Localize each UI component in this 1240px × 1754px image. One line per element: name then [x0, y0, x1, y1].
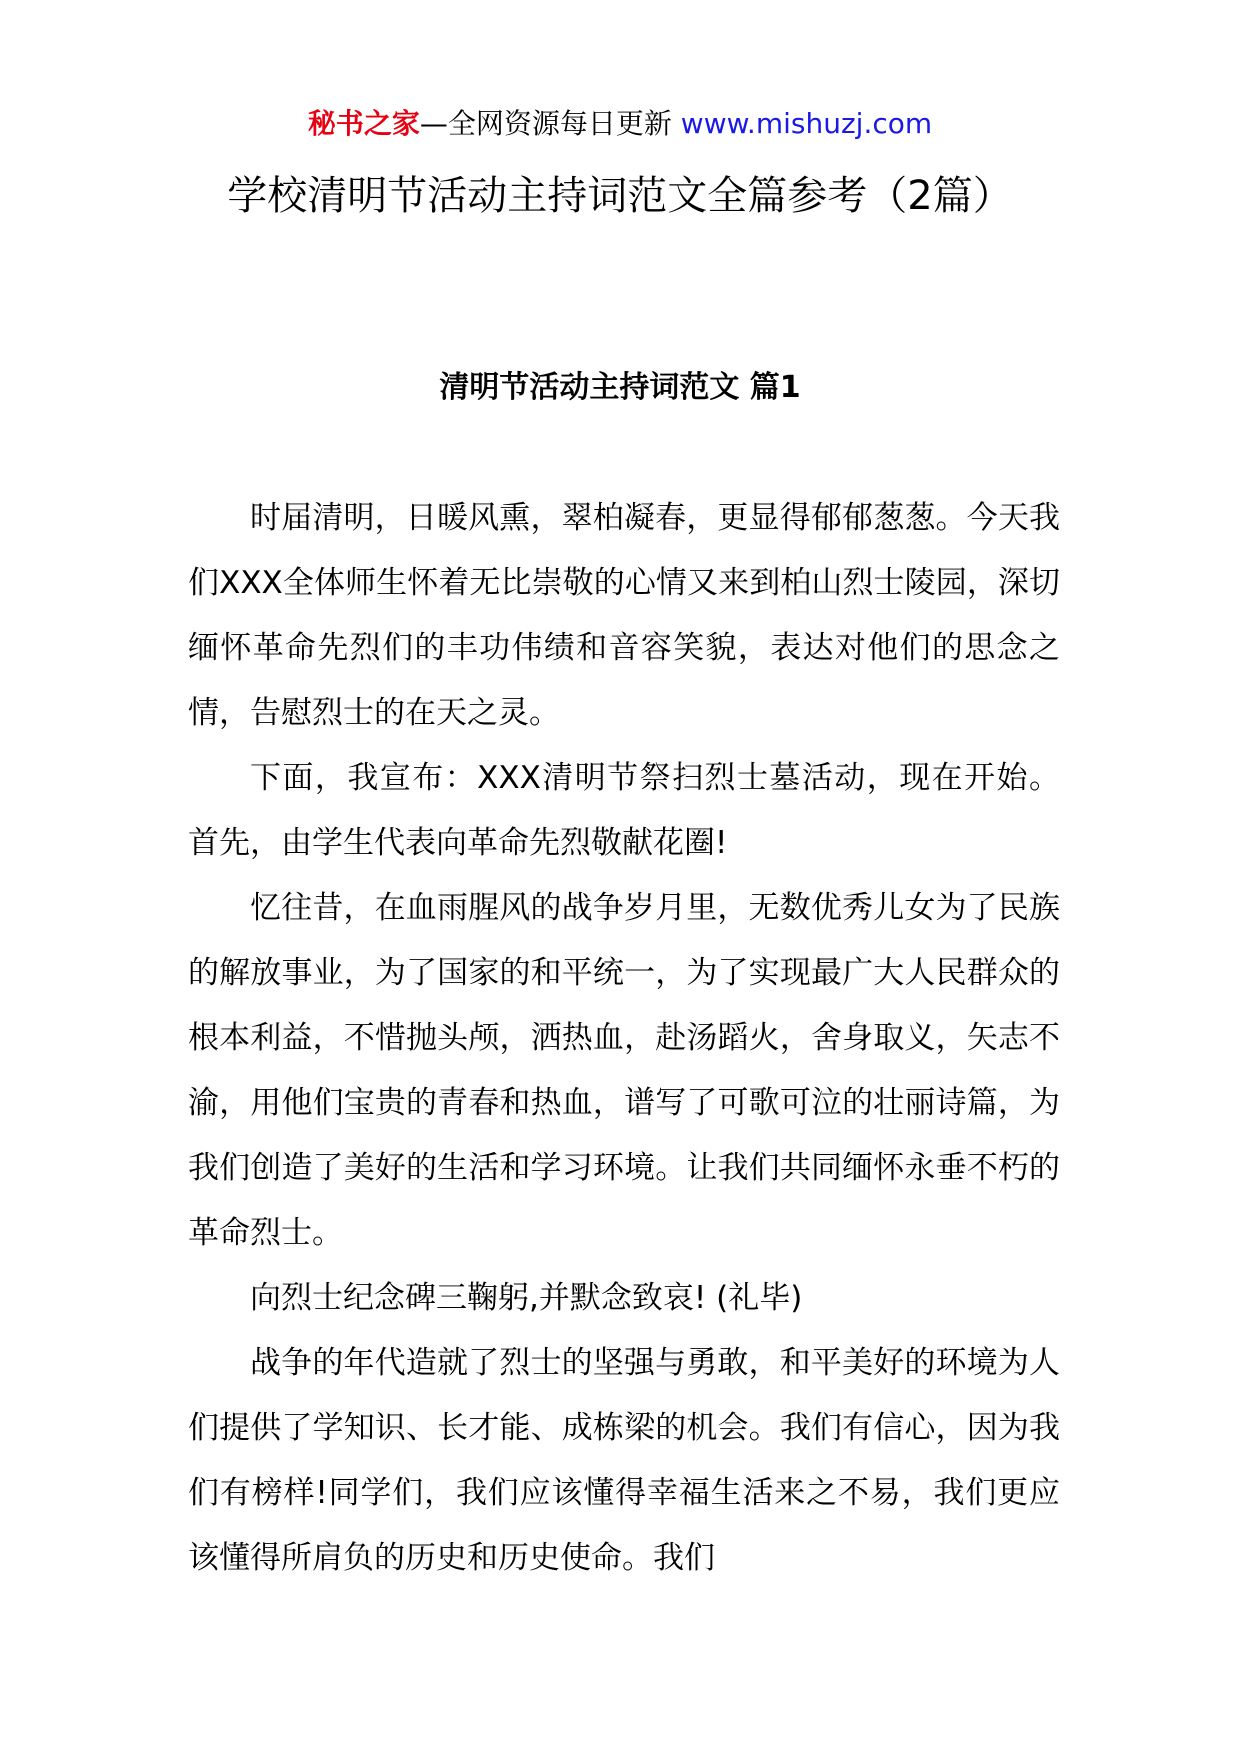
brand-name: 秘书之家 — [307, 107, 420, 140]
paragraph: 下面，我宣布：XXX清明节祭扫烈士墓活动，现在开始。 首先，由学生代表向革命先烈敬献花圈! — [188, 760, 1060, 861]
document-body — [188, 486, 1060, 1591]
paragraph: 时届清明，日暖风熏，翠柏凝春，更显得郁郁葱葱。今天我们XXX全体师生怀着无比崇敬的心情又来到柏山烈士陵园，深切缅怀革命先烈们的丰功伟绩和音容笑貌，表达对他们的思念之情，告慰烈士的在天之灵。 — [188, 500, 1060, 731]
site-url-link[interactable]: www.mishuzj.com — [680, 107, 933, 140]
paragraph: 向烈士纪念碑三鞠躬,并默念致哀! (礼毕) — [250, 1280, 803, 1316]
site-header — [0, 100, 1240, 148]
document-title: 学校清明节活动主持词范文全篇参考（2篇） — [227, 173, 1013, 219]
paragraph: 战争的年代造就了烈士的坚强与勇敢，和平美好的环境为人们提供了学知识、长才能、成栋梁的机会。我们有信心，因为我们有榜样!同学们，我们应该懂得幸福生活来之不易，我们更应该懂得所肩负的历史和历史使命。我们 — [188, 1345, 1060, 1576]
paragraph: 忆往昔，在血雨腥风的战争岁月里，无数优秀儿女为了民族的解放事业，为了国家的和平统一，为了实现最广大人民群众的根本利益，不惜抛头颅，洒热血，赴汤蹈火，舍身取义，矢志不渝，用他们宝贵的青春和热血，谱写了可歌可泣的壮丽诗篇，为我们创造了美好的生活和学习环境。让我们共同缅怀永垂不朽的革命烈士。 — [188, 890, 1060, 1251]
header-tagline: —全网资源每日更新 — [419, 107, 672, 140]
section-heading: 清明节活动主持词范文 篇1 — [439, 370, 801, 405]
